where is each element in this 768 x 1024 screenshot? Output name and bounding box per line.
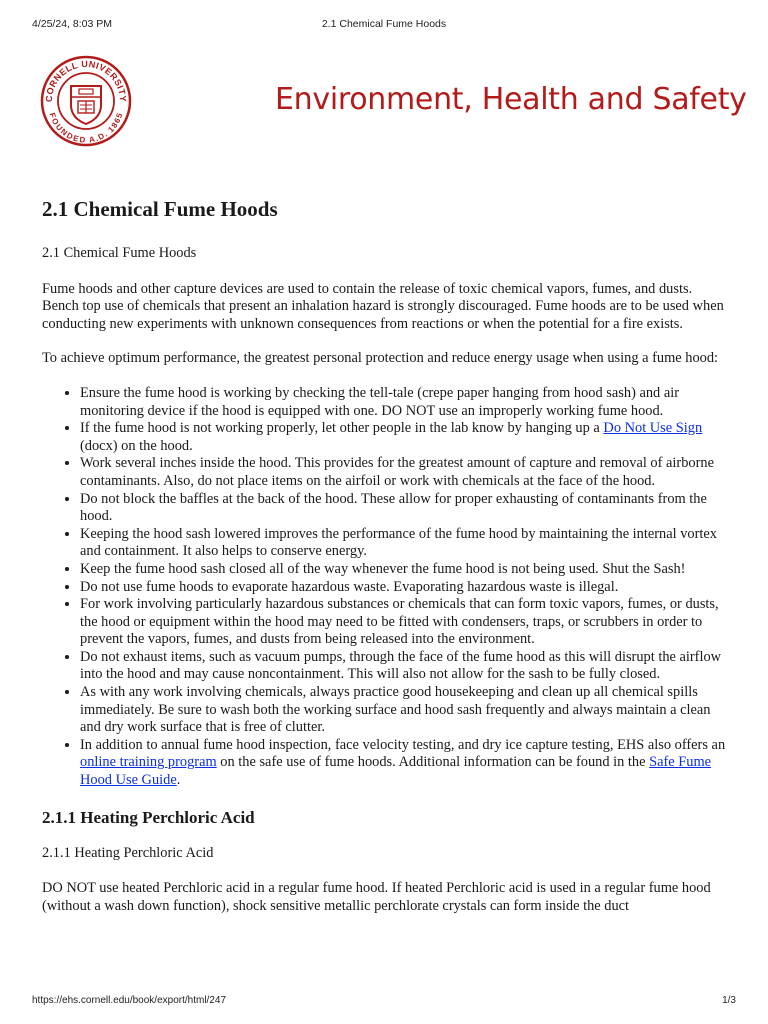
list-item: • Do not use fume hoods to evaporate hazardous waste. Evaporating hazardous waste is illegal. (80, 579, 728, 597)
section-subheading: 2.1.1 Heating Perchloric Acid (42, 844, 214, 861)
list-item-text: (docx) on the hood. (80, 437, 193, 454)
svg-text:CORNELL UNIVERSITY: CORNELL UNIVERSITY (43, 58, 129, 103)
list-item: • Ensure the fume hood is working by checking the tell-tale (crepe paper hanging from hood sash) and air monitoring device if the hood is equipped with one. DO NOT use an improperly working fume hood. (80, 385, 728, 420)
list-item-text: on the safe use of fume hoods. Additional information can be found in the (216, 754, 650, 771)
list-item: • Do not exhaust items, such as vacuum pumps, through the face of the fume hood as this will disrupt the airflow into the hood and may cause noncontainment. This will also not allow for the sash to be fully closed. (80, 649, 728, 684)
online-training-link[interactable]: online training program (80, 754, 217, 771)
list-item: • Work several inches inside the hood. This provides for the greatest amount of capture and removal of airborne contaminants. Also, do not place items on the airfoil or work with chemicals at the face of the hood. (80, 455, 728, 490)
list-item (80, 420, 728, 455)
intro-paragraph: Fume hoods and other capture devices are used to contain the release of toxic chemical vapors, fumes, and dusts. Bench top use of chemicals that present an inhalation hazard is strongly discouraged. Fume hoods are to be used when conducting new experiments with unknown consequences from reactions or when the potential for a fire exists. (42, 280, 724, 332)
print-datetime: 4/25/24, 8:03 PM (32, 18, 112, 30)
safe-fume-hood-guide-link[interactable]: Safe Fume Hood Use Guide (80, 754, 712, 789)
page-heading: 2.1 Chemical Fume Hoods (42, 197, 278, 221)
list-item: • Keeping the hood sash lowered improves the performance of the fume hood by maintaining the internal vortex and containment. It also helps to conserve energy. (80, 526, 728, 561)
section-subheading: 2.1 Chemical Fume Hoods (42, 245, 197, 261)
page-url: https://ehs.cornell.edu/book/export/html/247 (32, 995, 227, 1006)
section-paragraph: DO NOT use heated Perchloric acid in a regular fume hood. If heated Perchloric acid is used in a regular fume hood (without a wash down function), shock sensitive metallic perchlorate crystals can form inside the duct (42, 880, 711, 914)
list-item (80, 737, 728, 790)
list-item: • Do not block the baffles at the back of the hood. These allow for proper exhausting of contaminants from the hood. (80, 491, 728, 526)
do-not-use-sign-link[interactable]: Do Not Use Sign (603, 420, 703, 437)
list-item-text: . (176, 772, 181, 789)
cornell-seal-logo (40, 55, 132, 147)
svg-text:FOUNDED A.D. 1865: FOUNDED A.D. 1865 (47, 111, 125, 145)
list-item: • As with any work involving chemicals, always practice good housekeeping and clean up all chemical spills immediately. Be sure to wash both the working surface and hood sash frequently and always maintain a clean and dry work surface that is free of clutter. (80, 684, 728, 737)
lead-paragraph: To achieve optimum performance, the greatest personal protection and reduce energy usage when using a fume hood: (42, 350, 719, 367)
guidelines-list (42, 385, 728, 790)
list-item-text: In addition to annual fume hood inspection, face velocity testing, and dry ice capture testing, EHS also offers an (80, 736, 726, 753)
page-number: 1/3 (722, 995, 736, 1006)
list-item: • Keep the fume hood sash closed all of the way whenever the fume hood is not being used. Shut the Sash! (80, 561, 728, 579)
document-body (42, 196, 728, 932)
list-item: • For work involving particularly hazardous substances or chemicals that can form toxic vapors, fumes, or dusts, the hood or equipment within the hood may need to be fitted with condensers, traps, or scrubbers in order to prevent the vapors, fumes, and dusts from being released into the environment. (80, 596, 728, 649)
print-doc-title: 2.1 Chemical Fume Hoods (321, 18, 447, 30)
list-item-text: If the fume hood is not working properly, let other people in the lab know by hanging up a (80, 420, 604, 437)
section-heading: 2.1.1 Heating Perchloric Acid (42, 807, 255, 827)
site-title: Environment, Health and Safety (275, 82, 747, 117)
